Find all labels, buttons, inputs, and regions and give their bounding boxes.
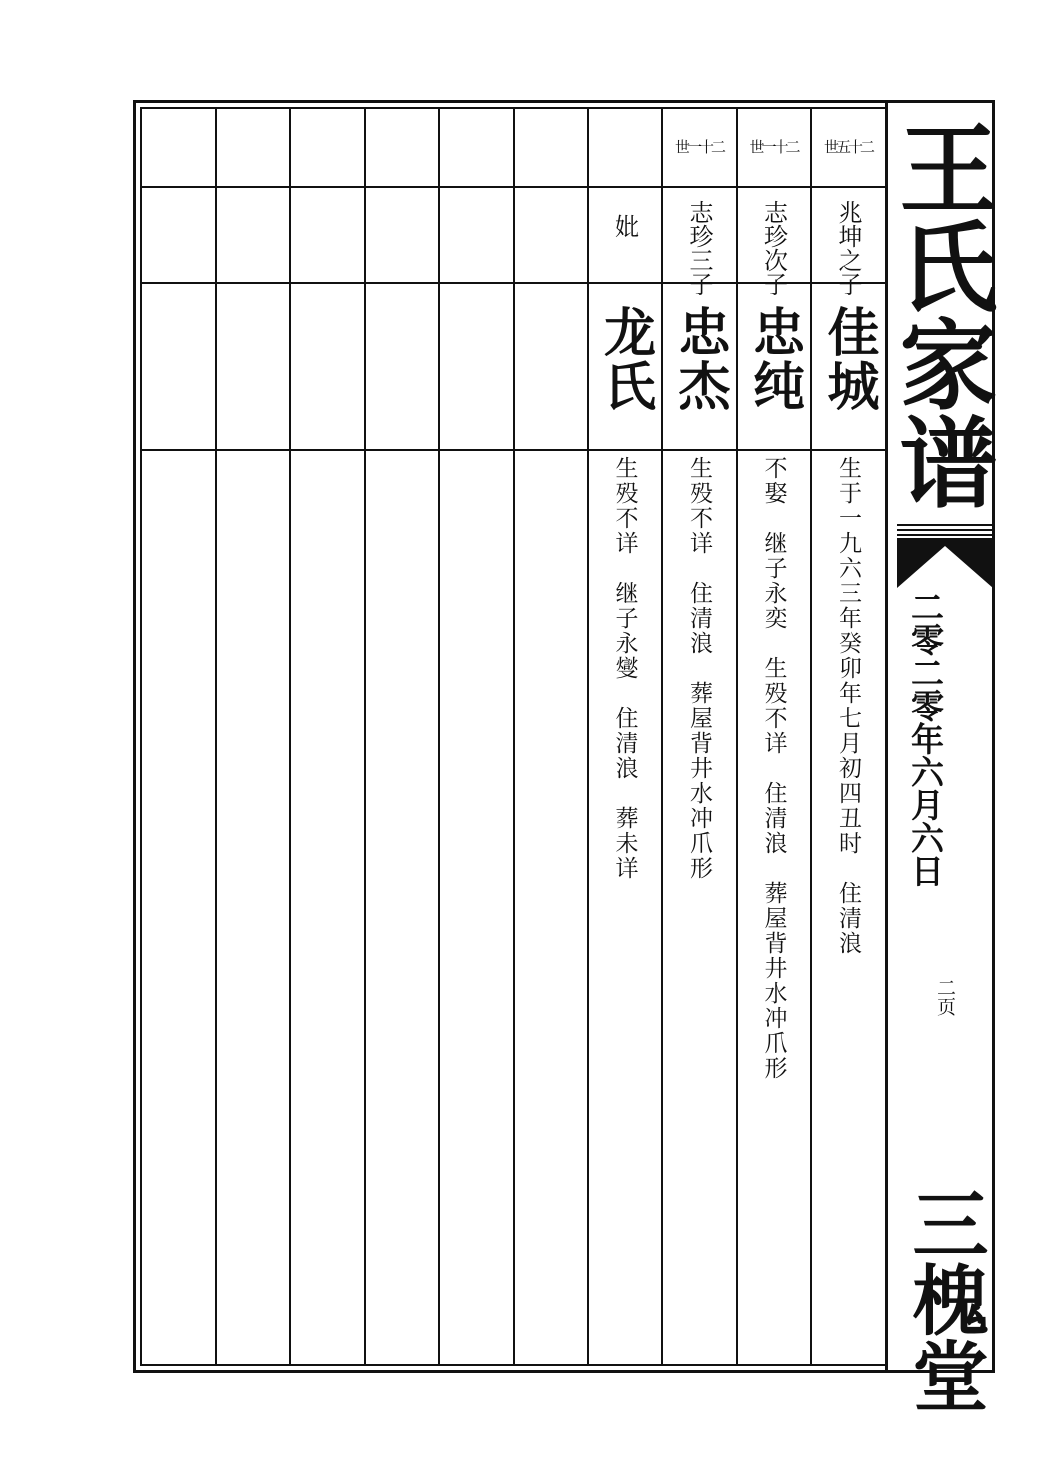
title-separator: [897, 524, 993, 539]
column-divider: [289, 107, 291, 1366]
member-4-details-cell: [588, 456, 661, 1356]
member-2-generation-cell: [737, 108, 810, 186]
member-1-details: 生于一九六三年癸卯年七月初四丑时 住清浪: [835, 456, 861, 956]
member-4-relation: 妣: [610, 214, 639, 238]
member-1-name-cell: [811, 305, 885, 449]
member-2-name: 忠纯: [743, 305, 805, 413]
member-1-generation: 世五十二: [823, 137, 872, 156]
member-4-generation-cell: [588, 108, 661, 186]
compile-date: 二零二零年六月六日: [906, 590, 945, 887]
member-1-relation-cell: [811, 200, 885, 296]
member-1-relation: 兆坤之子: [834, 200, 862, 296]
member-3-relation-cell: [662, 200, 736, 296]
member-2-relation: 志珍次子: [759, 200, 788, 296]
member-1-generation-cell: [811, 108, 885, 186]
member-1-name: 佳城: [818, 305, 879, 413]
fishtail-ornament-icon: [897, 538, 993, 588]
member-3-details-cell: [662, 456, 736, 1356]
column-divider: [364, 107, 366, 1366]
page-number: 二页: [934, 978, 956, 1016]
member-4-name-cell: [588, 305, 661, 449]
member-3-details: 生殁不详 住清浪 葬屋背井水冲爪形: [686, 456, 712, 881]
member-2-details-cell: [737, 456, 810, 1356]
hall-name-block: [896, 1185, 992, 1413]
member-4-relation-cell: [588, 214, 661, 282]
member-3-name-cell: [662, 305, 736, 449]
member-4-name: 龙氏: [594, 305, 656, 413]
member-3-generation-cell: [662, 108, 736, 186]
compile-date-block: [900, 590, 950, 887]
genealogy-title-block: [883, 118, 998, 510]
hall-name: 三槐堂: [900, 1185, 989, 1413]
member-2-generation: 世一十二: [749, 137, 798, 156]
column-divider: [513, 107, 515, 1366]
member-4-details: 生殁不详 继子永燮 住清浪 葬未详: [611, 456, 638, 881]
column-divider: [215, 107, 217, 1366]
member-2-name-cell: [737, 305, 810, 449]
member-2-relation-cell: [737, 200, 810, 296]
page-number-block: [925, 978, 965, 1016]
genealogy-title: 王氏家谱: [883, 118, 998, 510]
member-3-name: 忠杰: [669, 305, 730, 413]
member-2-details: 不娶 继子永奕 生殁不详 住清浪 葬屋背井水冲爪形: [760, 456, 787, 1081]
member-3-relation: 志珍三子: [685, 200, 713, 296]
column-divider: [438, 107, 440, 1366]
member-3-generation: 世一十二: [674, 137, 723, 156]
member-1-details-cell: [811, 456, 885, 1356]
